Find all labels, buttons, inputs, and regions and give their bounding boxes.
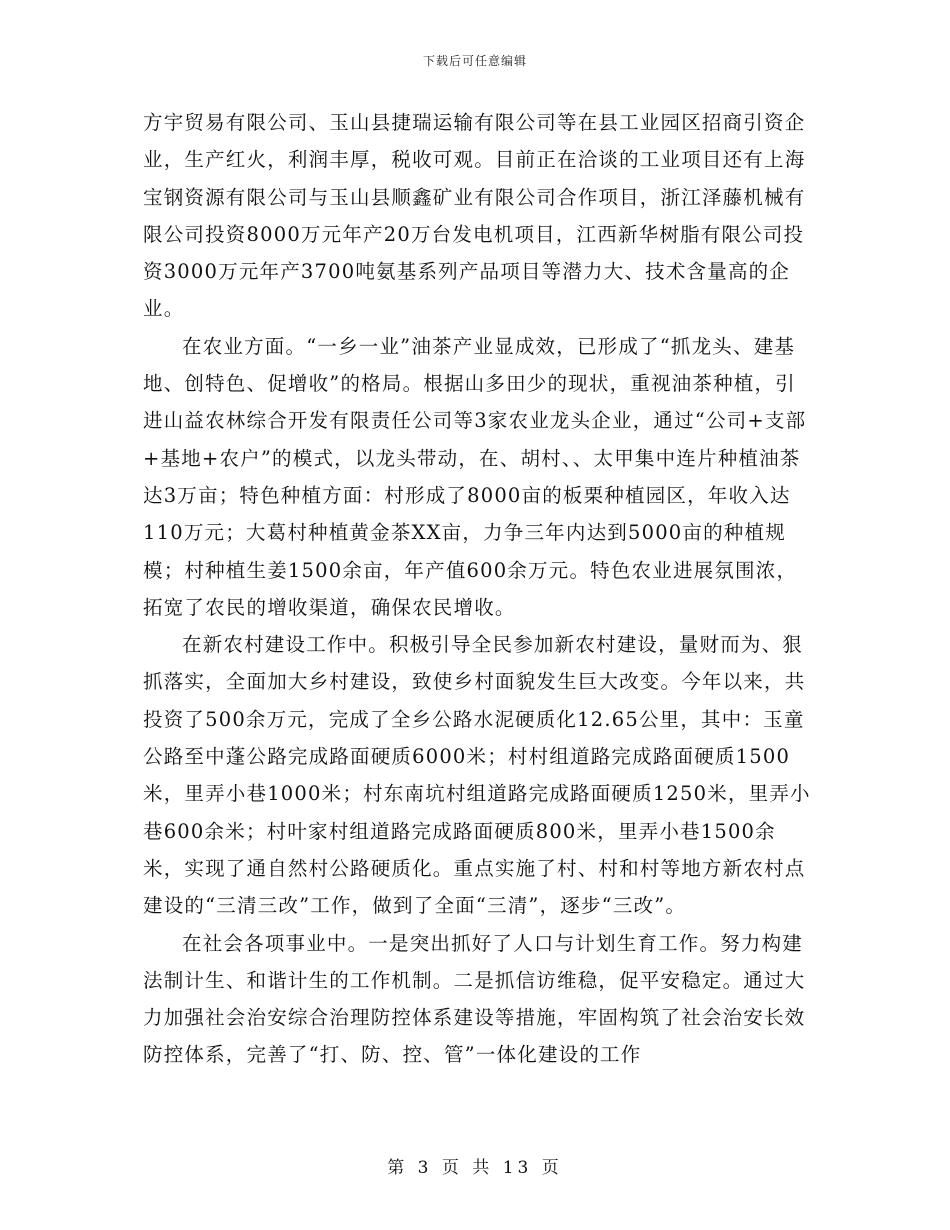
paragraph-new-countryside: 在新农村建设工作中。积极引导全民参加新农村建设，量财而为、狠抓落实，全面加大乡村建设，致使乡村面貌发生巨大改变。今年以来，共投资了500余万元，完成了全乡公路水泥硬质化12.65公里，其中：玉童公路至中蓬公路完成路面硬质6000米；村村组道路完成路面硬质1500米，里弄小巷1000米；村东南坑村组道路完成路面硬质1250米，里弄小巷600余米；村叶家村组道路完成路面硬质800米，里弄小巷1500余米，实现了通自然村公路硬质化。重点实施了村、村和村等地方新农村点建设的“三清三改”工作，做到了全面“三清”，逐步“三改”。 [143,633,811,918]
paragraph-agriculture: 在农业方面。“一乡一业”油茶产业显成效，已形成了“抓龙头、建基地、创特色、促增收”的格局。根据山多田少的现状，重视油茶种植，引进山益农林综合开发有限责任公司等3家农业龙头企业，通过“公司+支部+基地+农户”的模式，以龙头带动，在、胡村、、太甲集中连片种植油茶达3万亩；特色种植方面：村形成了8000亩的板栗种植园区，年收入达110万元；大葛村种植黄金茶XX亩，力争三年内达到5000亩的种植规模；村种植生姜1500余亩，年产值600余万元。特色农业进展氛围浓，拓宽了农民的增收渠道，确保农民增收。 [143,334,807,619]
page-number-footer: 第 3 页 共 13 页 [387,1158,563,1178]
paragraph-industry-continued: 方宇贸易有限公司、玉山县捷瑞运输有限公司等在县工业园区招商引资企业，生产红火，利润丰厚，税收可观。目前正在洽谈的工业项目还有上海宝钢资源有限公司与玉山县顺鑫矿业有限公司合作项目，浙江泽藤机械有限公司投资8000万元年产20万台发电机项目，江西新华树脂有限公司投资3000万元年产3700吨氨基系列产品项目等潜力大、技术含量高的企业。 [143,111,806,321]
page-header-note: 下载后可任意编辑 [422,54,527,68]
paragraph-social-affairs: 在社会各项事业中。一是突出抓好了人口与计划生育工作。努力构建法制计生、和谐计生的工作机制。二是抓信访维稳，促平安稳定。通过大力加强社会治安综合治理防控体系建设等措施，牢固构筑了社会治安长效防控体系，完善了“打、防、控、管”一体化建设的工作 [143,931,806,1067]
document-body [143,104,813,1074]
